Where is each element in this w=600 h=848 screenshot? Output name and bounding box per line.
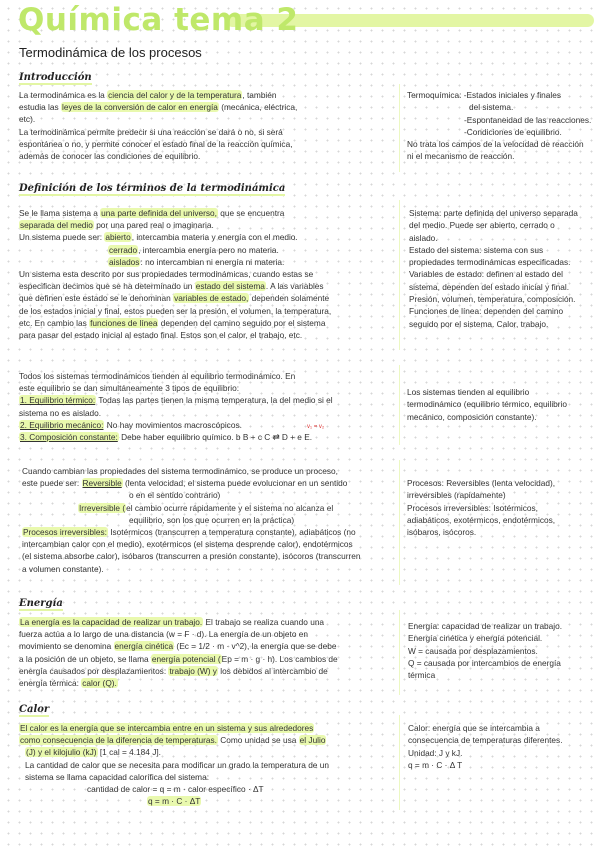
defs-line: etc. En cambio las funciones de línea dependen del camino seguido por el sistema xyxy=(19,317,326,328)
intro-line: La termodinámica permite predecir si una reacción se dará o no, si será xyxy=(19,126,283,137)
highlight: calor (Q). xyxy=(82,678,117,689)
side-line: Procesos irreversibles: Isotérmicos, xyxy=(407,502,538,513)
intro-line: además de conocer las condiciones de equilibrio. xyxy=(19,151,201,162)
side-line: Q = causada por intercambios de energía xyxy=(408,657,561,668)
highlight: El calor es la energía que se intercambia entre en un sistema y sus alrededores xyxy=(20,723,314,733)
formula-highlight: q = m · C · ΔT xyxy=(148,796,201,807)
side-line: Presión, volumen, temperatura, composición. xyxy=(409,294,576,305)
side-line: ni el mecanismo de reacción. xyxy=(407,151,515,162)
side-line: adiabáticos, exotérmicos, endotérmicos, xyxy=(407,514,556,525)
side-line: Sistema: parte definida del universo separada xyxy=(409,208,578,218)
side-line: Unidad: J y kJ. xyxy=(408,747,463,758)
proc-line: Irreversible (el cambio ocurre rápidamente y el sistema no alcanza el xyxy=(79,502,334,513)
proc-line: Procesos irreversibles: Isotérmicos (transcurren a temperatura constante), adiabáticos (no xyxy=(23,527,356,538)
highlight: aislados xyxy=(109,256,140,267)
highlight: Reversible xyxy=(82,478,122,489)
proc-line: Cuando cambian las propiedades del sistema termodinámico, se produce un proceso, xyxy=(22,466,338,476)
side-line: Los sistemas tienden al equilibrio xyxy=(407,387,530,397)
highlight: funciones de línea xyxy=(90,317,158,328)
highlight: estado del sistema xyxy=(195,281,265,292)
highlight: como consecuencia de la diferencia de temperaturas. xyxy=(20,735,217,746)
defs-side-note xyxy=(409,207,597,330)
highlight: 2. Equilibrio mecánico: xyxy=(20,419,104,430)
side-line: sistema, dependen del estado inicial y final. xyxy=(409,281,570,292)
eq-line: sistema no es aislado. xyxy=(19,407,102,418)
side-line: mecánico, composición constante). xyxy=(407,411,537,422)
proc-line: a volumen constante). xyxy=(22,563,104,574)
page-subtitle: Termodinámica de los procesos xyxy=(19,45,202,60)
energy-line: fuerza actúa a lo largo de una distancia (w = F · d). La energía de un objeto en xyxy=(19,629,308,640)
defs-line: Un sistema esta descrito por sus propiedades termodinámicas, cuando estas se xyxy=(19,269,314,280)
eq-line: 1. Equilibrio térmico: Todas las partes tienen la misma temperatura, la del medio si el xyxy=(20,395,333,406)
highlight: variables de estado, xyxy=(174,293,249,304)
highlight: Irreversible ( xyxy=(79,502,126,513)
processes-side-note xyxy=(407,477,597,538)
side-line: del sistema. xyxy=(469,102,514,113)
divider-heat xyxy=(399,715,400,810)
highlight: abierto xyxy=(105,232,131,243)
intro-heading-text: Introducción xyxy=(19,72,92,83)
eq-line: Todos los sistemas termodinámicos tienden al equilibrio termodinámico. En xyxy=(19,371,296,381)
side-line: térmica xyxy=(408,670,436,681)
heat-line: sistema se llama capacidad calorífica del sistema: xyxy=(25,771,209,782)
eq-line: 2. Equilibrio mecánico: No hay movimientos macroscópicos. xyxy=(20,419,242,430)
heat-line: cantidad de calor = q = m · calor específico · ΔT xyxy=(87,784,264,795)
defs-line: para pasar del estado inicial al estado final. Estos son el calor, el trabajo, etc. xyxy=(19,330,303,341)
energy-line: movimiento se denomina energía cinética (Ec = 1/2 · m · v^2), la energía que se debe xyxy=(19,641,337,652)
eq-line: este equilibrio se dan simultáneamente 3 tipos de equilibrio: xyxy=(19,383,240,394)
side-line: Calor: energía que se intercambia a xyxy=(408,723,540,733)
proc-line: o en el sentido contrario) xyxy=(129,490,221,501)
defs-line: aislados: no intercambian ni energía ni materia. xyxy=(109,256,285,267)
heat-line: como consecuencia de la diferencia de temperaturas. Como unidad se usa el Julio xyxy=(20,735,326,746)
highlight: 3. Composición constante: xyxy=(20,432,118,443)
divider-intro xyxy=(399,84,400,172)
defs-line: especifican decimos que se ha determinado un estado del sistema. A las variables xyxy=(19,281,324,292)
defs-line: Se le llama sistema a una parte definida del universo, que se encuentra xyxy=(19,208,285,218)
energy-line: energía térmica: calor (Q). xyxy=(19,678,117,689)
side-line: propiedades termodinámicas especificadas. xyxy=(409,257,571,268)
side-line: seguido por el sistema. Calor, trabajo. xyxy=(409,318,549,329)
heat-heading-text: Calor xyxy=(19,704,50,715)
energy-side-note xyxy=(408,620,598,681)
side-line: -Espontaneidad de las reacciones. xyxy=(464,114,592,125)
heat-side-note xyxy=(408,722,598,771)
intro-line: espontánea o no, y permite conocer el estado final de la reacción química, xyxy=(19,138,293,149)
proc-line: equilibrio, son los que ocurren en la práctica) xyxy=(129,514,295,525)
heat-line: (J) y el kilojulio (kJ) [1 cal = 4.184 J]. xyxy=(26,747,161,758)
side-line: W = causada por desplazamientos. xyxy=(408,645,538,656)
intro-line: La termodinámica es la ciencia del calor y de la temperatura, también xyxy=(19,90,277,100)
energy-line: La energía es la capacidad de realizar un trabajo. El trabajo se realiza cuando una xyxy=(20,617,325,627)
highlight: separada del medio xyxy=(20,220,93,231)
highlight: Procesos irreversibles: xyxy=(23,527,107,538)
proc-line: (el sistema absorbe calor), isóbaros (transcurren a presión constante), isócoros (transcurren xyxy=(22,551,361,562)
side-line: consecuencia de temperaturas diferentes. xyxy=(408,735,563,746)
highlight: trabajo (W) y xyxy=(169,665,217,676)
energy-line: energía causados por desplazamientos: trabajo (W) y los debidos al intercambio de xyxy=(19,665,328,676)
defs-line: cerrado, intercambia energía pero no materia. xyxy=(109,244,279,255)
page-title: Química tema 2 xyxy=(18,2,299,38)
heat-line xyxy=(19,722,397,734)
heat-body xyxy=(19,722,397,807)
equilibrium-side-note xyxy=(407,386,597,423)
highlight: (J) y el kilojulio (kJ) xyxy=(26,747,97,758)
side-line: Funciones de línea: dependen del camino xyxy=(409,306,564,317)
heat-line: La cantidad de calor que se necesita para modificar un grado la temperatura de un xyxy=(25,759,329,770)
side-line: -Condiciones de equilibrio. xyxy=(464,126,562,137)
section-heading-heat xyxy=(19,704,49,717)
side-line: No trata los campos de la velocidad de reacción xyxy=(407,139,584,150)
proc-line: este puede ser: Reversible (lenta velocidad, el sistema puede evolucionar en un sentido xyxy=(22,478,348,489)
defs-body xyxy=(19,207,397,341)
highlight: energía cinética xyxy=(114,641,174,652)
proc-line: intercambian calor con el medio), exotérmicos (el sistema desprende calor), endotérmicos xyxy=(22,539,353,550)
side-line: Energía: capacidad de realizar un trabajo. xyxy=(408,621,563,631)
side-line: Estado del sistema: sistema con sus xyxy=(409,244,544,255)
highlight: cerrado xyxy=(109,244,138,255)
highlight: ciencia del calor y de la temperatura xyxy=(108,90,242,100)
divider-energy xyxy=(399,610,400,695)
defs-line: separada del medio por una pared real o imaginaria. xyxy=(20,220,214,231)
side-line: isóbaros, isócoros. xyxy=(407,527,477,538)
section-heading-energy xyxy=(19,598,63,611)
intro-side-note xyxy=(407,89,597,163)
defs-heading-text: Definición de los términos de la termodinámica xyxy=(19,183,286,194)
energy-heading-text: Energía xyxy=(19,598,63,609)
equilibrium-body xyxy=(19,370,397,443)
side-line: Variables de estado: definen al estado del xyxy=(409,269,563,280)
processes-body xyxy=(22,465,400,575)
side-line: Energía cinética y energía potencial. xyxy=(408,633,543,644)
eq-line: 3. Composición constante: Debe haber equilibrio químico. b B + c C ⇄ D + e E. xyxy=(20,432,313,443)
side-line: termodinámico (equilibrio térmico, equilibrio xyxy=(407,399,568,410)
side-line: q = m · C · Δ T xyxy=(408,759,463,770)
highlight: el Julio xyxy=(299,735,326,746)
intro-line: etc). xyxy=(19,114,36,125)
side-line: irreversibles (rapidamente) xyxy=(407,490,506,501)
defs-line: que definen este estado se le denominan variables de estado, dependen solamente xyxy=(19,293,330,304)
intro-body xyxy=(19,89,394,162)
divider-defs xyxy=(399,200,400,350)
highlight: La energía es la capacidad de realizar un trabajo. xyxy=(20,617,203,627)
side-line: Termoquímica: -Estados iniciales y finales xyxy=(407,90,562,100)
side-line: Procesos: Reversibles (lenta velocidad), xyxy=(407,478,556,488)
energy-body xyxy=(19,616,397,689)
highlight: leyes de la conversión de calor en energía xyxy=(61,102,218,113)
section-heading-intro xyxy=(19,72,92,85)
energy-line: a la posición de un objeto, se llama energía potencial (Ep = m · g · h). Los cambios de xyxy=(19,653,338,664)
intro-line: estudia las leyes de la conversión de calor en energía (mecánica, eléctrica, xyxy=(19,102,298,113)
heat-line xyxy=(19,795,397,807)
side-line: del medio. Puede ser abierto, cerrado o xyxy=(409,220,555,231)
section-heading-defs xyxy=(19,183,285,196)
highlight: 1. Equilibrio térmico: xyxy=(20,395,96,406)
equilibrium-annotation: v₁ = v₂ xyxy=(307,424,325,430)
highlight: energía potencial ( xyxy=(151,653,221,664)
defs-line: Un sistema puede ser: abierto, intercambia materia y energía con el medio. xyxy=(19,232,298,243)
side-line: aislado. xyxy=(409,232,438,243)
defs-line: de los estados inicial y final, estos pueden ser la presión, el volumen, la temperatura, xyxy=(19,305,332,316)
highlight: una parte definida del universo, xyxy=(101,208,217,218)
divider-equilibrium xyxy=(399,365,400,445)
